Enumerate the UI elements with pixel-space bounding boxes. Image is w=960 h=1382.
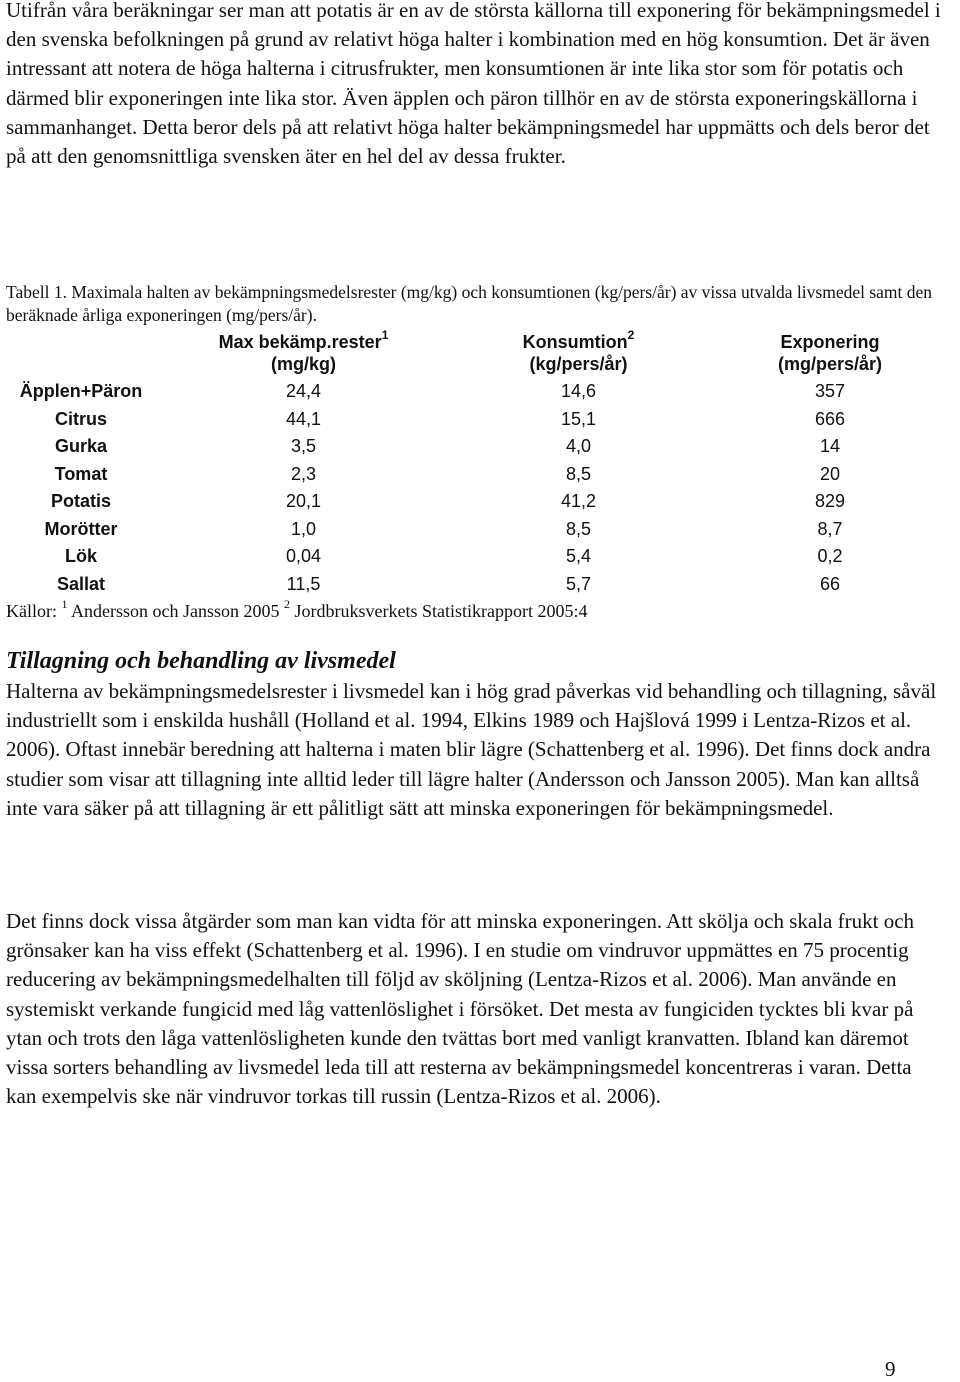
header-empty — [6, 328, 156, 378]
table-caption: Tabell 1. Maximala halten av bekämpningsmedelsrester (mg/kg) och konsumtionen (kg/pers/år) av vissa utvalda livsmedel samt den beräknade årliga exponeringen (mg/pers/år). — [6, 282, 933, 325]
header-consumption-unit: (kg/pers/år) — [529, 354, 628, 374]
measures-paragraph: Det finns dock vissa åtgärder som man kan vidta för att minska exponeringen. Att skölja och skala frukt och grönsaker kan ha viss effekt (Schattenberg et al. 1996). I en studie om vindruvor uppmättes en 75 procentig reducering av bekämpningsmedelhalten till följd av sköljning (Lentza-Rizos et al. 2006). Man använde en systemiskt verkande fungicid med låg vattenlöslighet i försöket. Det mesta av fungiciden tycktes bli kvar på ytan och trots den låga vattenlösligheten kunde den tvättas bort med vanligt kranvatten. Ibland kan däremot vissa sorters behandling av livsmedel leda till att resterna av bekämpningsmedel koncentreras i varan. Detta kan exempelvis ske när vindruvor torkas till russin (Lentza-Rizos et al. 2006). — [6, 909, 915, 1109]
row-consumption: 15,1 — [560, 408, 597, 429]
row-exposure: 829 — [814, 491, 846, 511]
header-max-residues-sup: 1 — [381, 328, 389, 342]
table-sources — [6, 598, 587, 624]
table-header-row — [6, 328, 954, 378]
row-consumption: 14,6 — [560, 381, 597, 401]
table-row — [6, 543, 954, 571]
table-row — [6, 516, 954, 544]
row-exposure: 14 — [819, 436, 841, 456]
row-consumption: 4,0 — [565, 436, 592, 456]
header-exposure — [706, 328, 954, 378]
row-food-name: Gurka — [54, 436, 108, 456]
header-consumption-label: Konsumtion — [522, 332, 628, 352]
row-consumption: 8,5 — [565, 463, 592, 484]
row-consumption: 41,2 — [560, 491, 597, 511]
table-row — [6, 433, 954, 461]
row-exposure: 66 — [819, 573, 841, 594]
row-food-name: Äpplen+Päron — [19, 381, 143, 401]
table-row — [6, 488, 954, 516]
exposure-table — [6, 328, 954, 598]
header-max-residues — [156, 328, 451, 378]
row-max-residue: 44,1 — [285, 408, 322, 429]
row-exposure: 666 — [814, 408, 846, 429]
intro-paragraph: Utifrån våra beräkningar ser man att potatis är en av de största källorna till exponering för bekämpningsmedel i den svenska befolkningen på grund av relativt höga halter i kombination med en hög konsumtion. Det är även intressant att notera de höga halterna i citrusfrukter, men konsumtionen är inte lika stor som för potatis och därmed blir exponeringen inte lika stor. Även äpplen och päron tillhör en av de största exponeringskällorna i sammanhanget. Detta beror dels på att relativt höga halter bekämpningsmedel har uppmätts och dels beror det på att den genomsnittliga svensken äter en hel del av dessa frukter. — [6, 0, 941, 169]
row-max-residue: 3,5 — [290, 436, 317, 456]
row-max-residue: 2,3 — [290, 463, 317, 484]
header-exposure-label: Exponering — [780, 332, 880, 352]
cooking-paragraph: Halterna av bekämpningsmedelsrester i livsmedel kan i hög grad påverkas vid behandling och tillagning, såväl industriellt som i enskilda hushåll (Holland et al. 1994, Elkins 1989 och Hajšlová 1999 i Lentza-Rizos et al. 2006). Oftast innebär beredning att halterna i maten blir lägre (Schattenberg et al. 1996). Det finns dock andra studier som visar att tillagning inte alltid leder till lägre halter (Andersson och Jansson 2005). Man kan alltså inte vara säker på att tillagning är ett pålitligt sätt att minska exponeringen för bekämpningsmedel. — [6, 679, 937, 820]
row-exposure: 8,7 — [817, 518, 843, 539]
sources-ref-2: Jordbruksverkets Statistikrapport 2005:4 — [294, 601, 588, 621]
row-max-residue: 1,0 — [290, 518, 317, 539]
row-max-residue: 11,5 — [286, 573, 321, 594]
row-exposure: 20 — [819, 463, 841, 484]
header-max-residues-label: Max bekämp.rester — [218, 332, 382, 352]
sources-sup-1: 1 — [61, 597, 68, 611]
row-max-residue: 24,4 — [285, 381, 322, 401]
header-consumption-sup: 2 — [627, 328, 635, 342]
table-row — [6, 406, 954, 434]
sources-sup-2: 2 — [284, 597, 291, 611]
sources-ref-1: Andersson och Jansson 2005 — [71, 601, 280, 621]
row-food-name: Citrus — [54, 408, 107, 429]
header-max-residues-unit: (mg/kg) — [271, 354, 336, 374]
section-heading: Tillagning och behandling av livsmedel — [6, 648, 396, 674]
table-row — [6, 378, 954, 406]
row-food-name: Tomat — [54, 463, 108, 484]
row-food-name: Potatis — [50, 491, 111, 511]
row-food-name: Sallat — [56, 573, 106, 594]
row-consumption: 8,5 — [565, 518, 592, 539]
row-exposure: 0,2 — [817, 546, 843, 566]
header-exposure-unit: (mg/pers/år) — [777, 354, 883, 374]
row-food-name: Morötter — [44, 518, 118, 539]
sources-prefix: Källor: — [6, 601, 57, 621]
page-number: 9 — [885, 1357, 896, 1381]
row-food-name: Lök — [64, 546, 97, 566]
row-exposure: 357 — [814, 381, 846, 401]
row-max-residue: 0,04 — [285, 546, 322, 566]
header-consumption — [451, 328, 706, 378]
table-row — [6, 571, 954, 599]
row-consumption: 5,7 — [565, 573, 592, 594]
table-row — [6, 461, 954, 489]
row-max-residue: 20,1 — [285, 491, 322, 511]
row-consumption: 5,4 — [565, 546, 592, 566]
